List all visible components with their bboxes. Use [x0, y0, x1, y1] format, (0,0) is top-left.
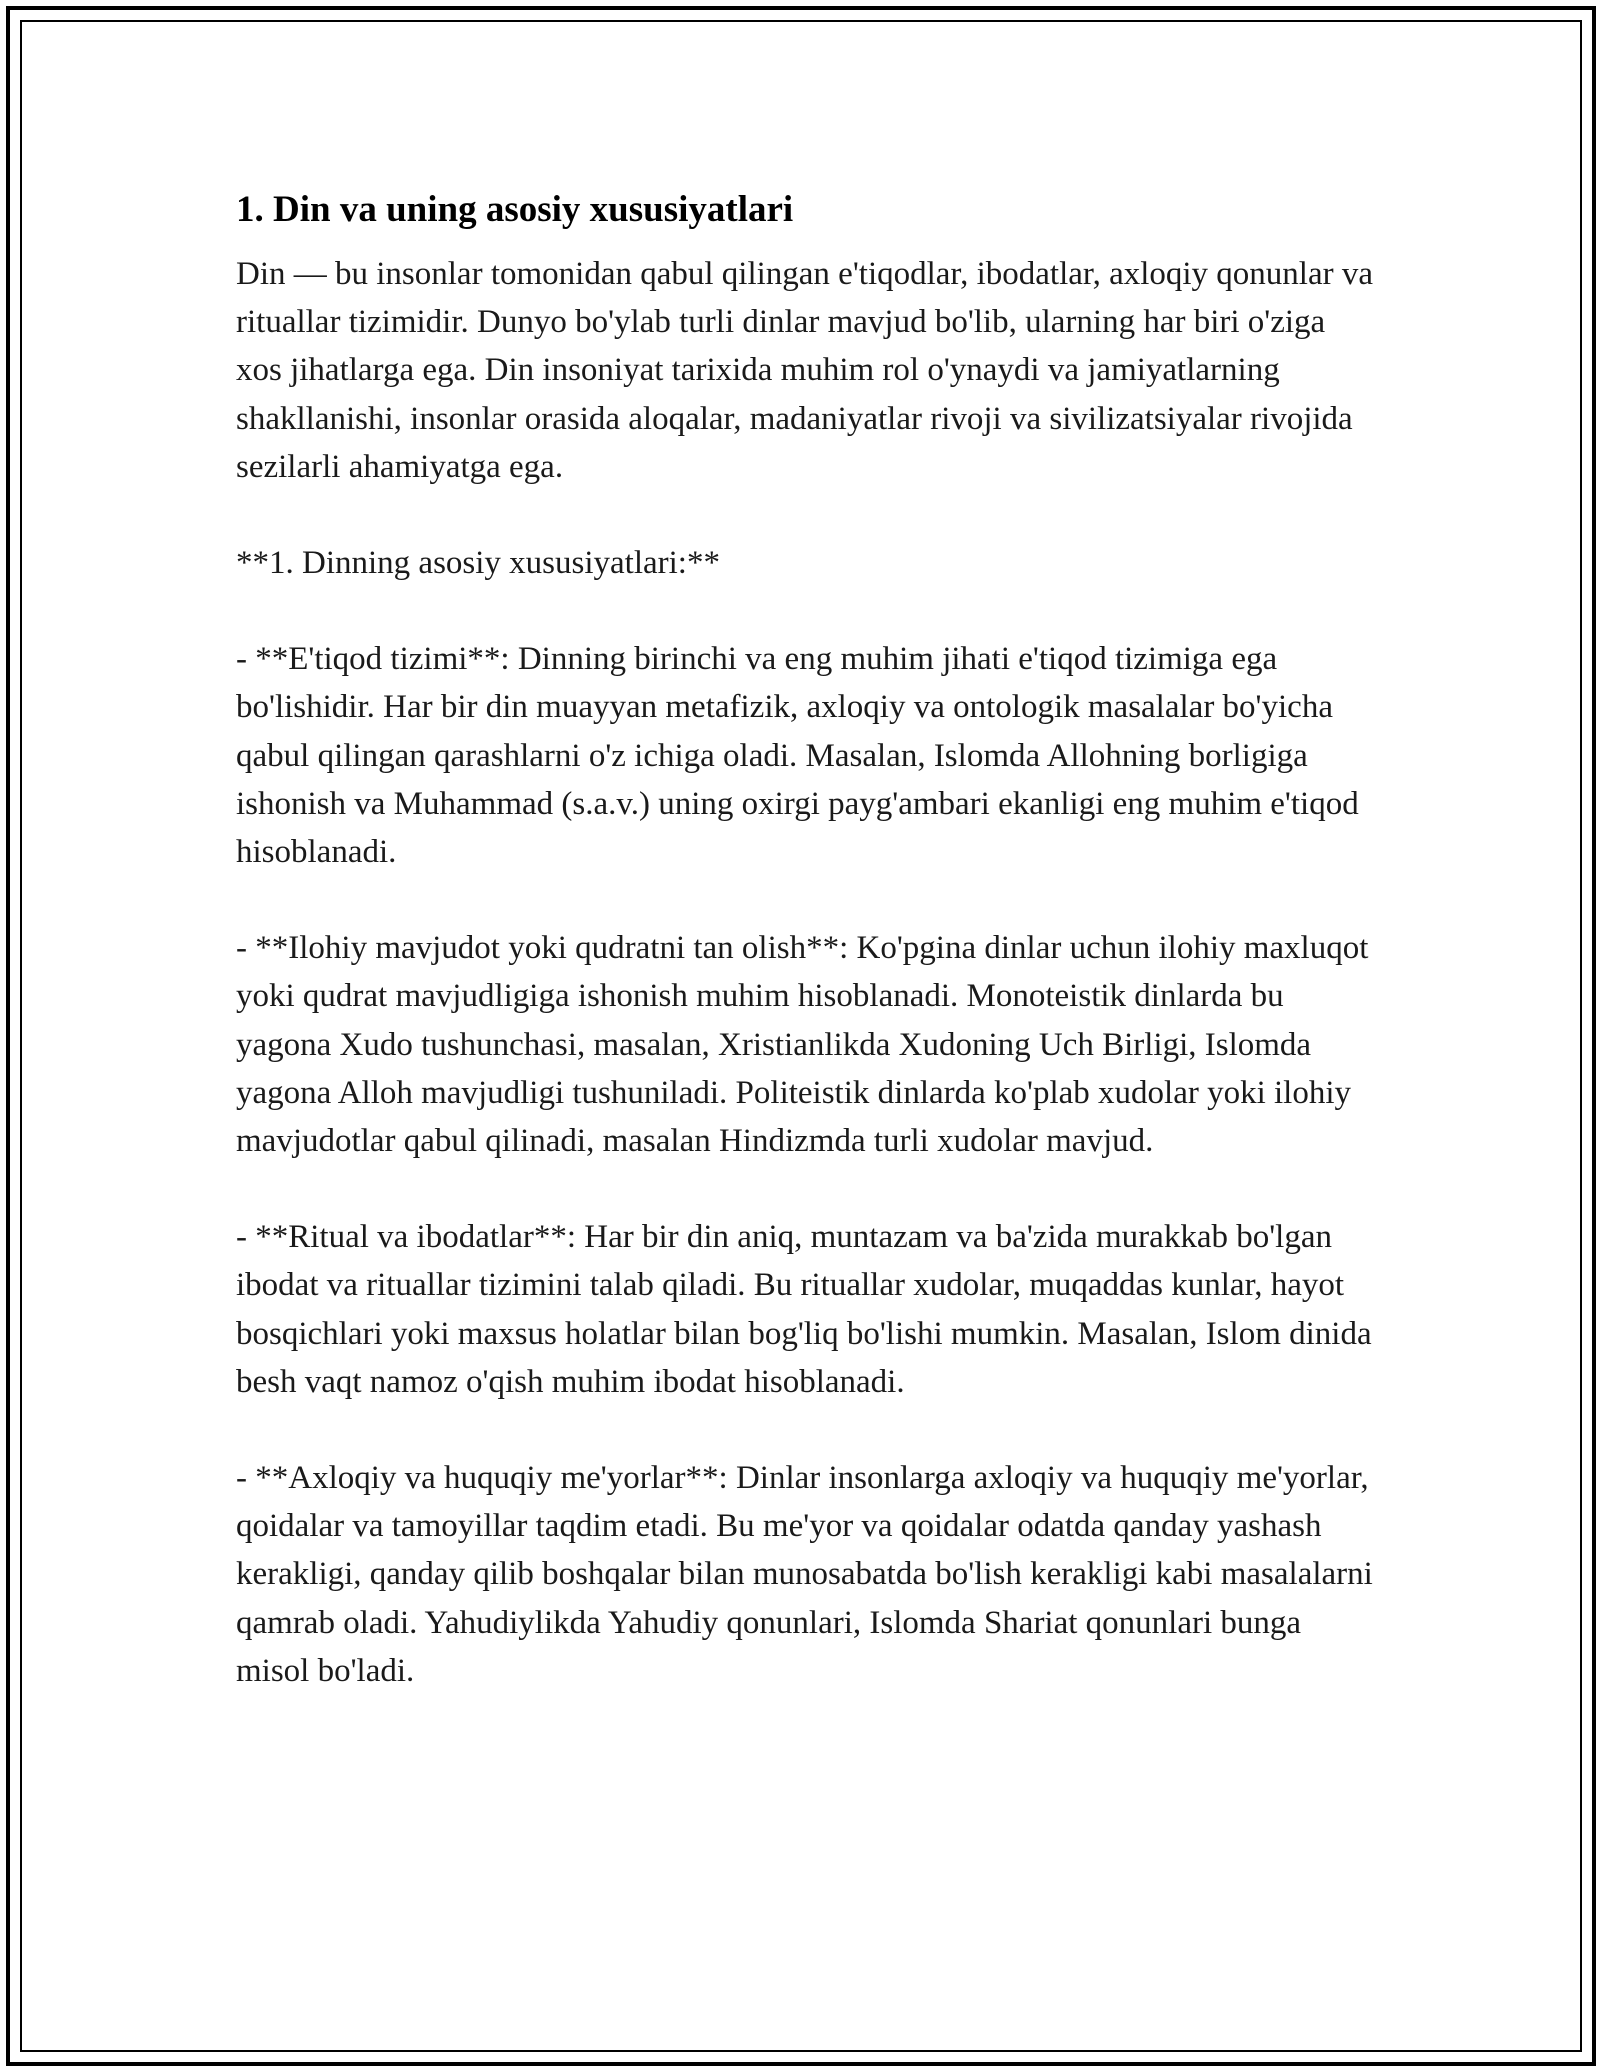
list-item-ilohiy: - **Ilohiy mavjudot yoki qudratni tan olish**: Ko'pgina dinlar uchun ilohiy maxluqot yoki qudrat mavjudligiga ishonish muhim hisoblanadi. Monoteistik dinlarda bu yagona Xudo tushunchasi, masalan, Xristianlikda Xudoning Uch Birligi, Islomda yagona Alloh mavjudligi tushuniladi. Politeistik dinlarda ko'plab xudolar yoki ilohiy mavjudotlar qabul qilinadi, masalan Hindizmda turli xudolar mavjud.	[236, 930, 1369, 1160]
section-title: 1. Din va uning asosiy xususiyatlari	[236, 189, 794, 230]
list-item-etiqod: - **E'tiqod tizimi**: Dinning birinchi va eng muhim jihati e'tiqod tizimiga ega bo'lishidir. Har bir din muayyan metafizik, axloqiy va ontologik masalalar bo'yicha qabul qilingan qarashlarni o'z ichiga oladi. Masalan, Islomda Allohning borligiga ishonish va Muhammad (s.a.v.) uning oxirgi payg'ambari ekanligi eng muhim e'tiqod hisoblanadi.	[236, 641, 1359, 871]
document-body	[236, 186, 1376, 1695]
list-item-ritual: - **Ritual va ibodatlar**: Har bir din aniq, muntazam va ba'zida murakkab bo'lgan ibodat va rituallar tizimini talab qiladi. Bu rituallar xudolar, muqaddas kunlar, hayot bosqichlari yoki maxsus holatlar bilan bog'liq bo'lishi mumkin. Masalan, Islom dinida besh vaqt namoz o'qish muhim ibodat hisoblanadi.	[236, 1219, 1372, 1400]
intro-paragraph: Din — bu insonlar tomonidan qabul qilingan e'tiqodlar, ibodatlar, axloqiy qonunlar va rituallar tizimidir. Dunyo bo'ylab turli dinlar mavjud bo'lib, ularning har biri o'ziga xos jihatlarga ega. Din insoniyat tarixida muhim rol o'ynaydi va jamiyatlarning shakllanishi, insonlar orasida aloqalar, madaniyatlar rivoji va sivilizatsiyalar rivojida sezilarli ahamiyatga ega.	[236, 256, 1374, 485]
list-item-axloqiy: - **Axloqiy va huquqiy me'yorlar**: Dinlar insonlarga axloqiy va huquqiy me'yorlar, qoidalar va tamoyillar taqdim etadi. Bu me'yor va qoidalar odatda qanday yashash kerakligi, qanday qilib boshqalar bilan munosabatda bo'lish kerakligi kabi masalalarni qamrab oladi. Yahudiylikda Yahudiy qonunlari, Islomda Shariat qonunlari bunga misol bo'ladi.	[236, 1460, 1373, 1689]
subsection-heading: **1. Dinning asosiy xususiyatlari:**	[236, 545, 720, 582]
